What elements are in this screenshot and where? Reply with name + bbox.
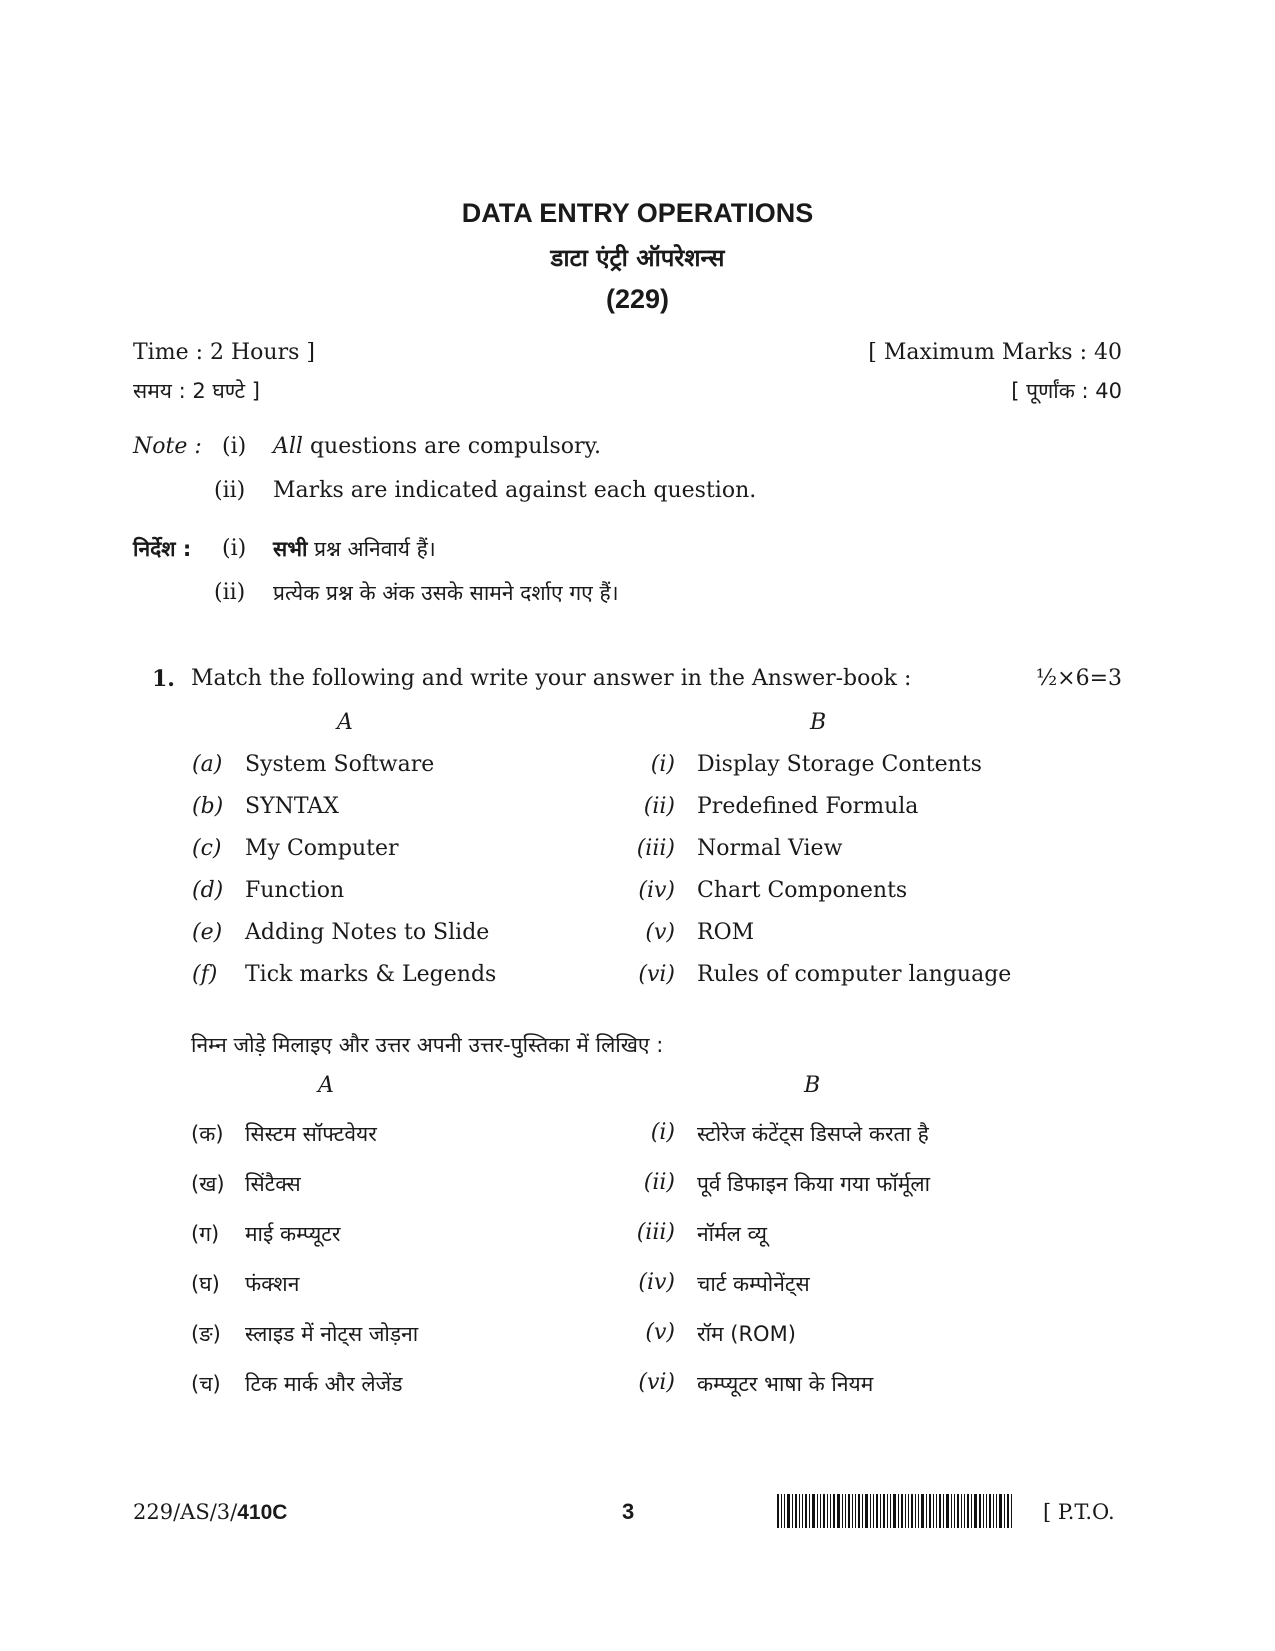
barcode-bar bbox=[979, 1494, 981, 1528]
barcode-bar bbox=[989, 1494, 991, 1528]
barcode-bar bbox=[993, 1494, 994, 1528]
barcode-bar bbox=[943, 1494, 944, 1528]
item-label: (च) bbox=[191, 1372, 221, 1396]
barcode-bar bbox=[957, 1494, 959, 1528]
note-label: Note : bbox=[133, 434, 202, 459]
item-label: (घ) bbox=[191, 1272, 220, 1296]
barcode-bar bbox=[833, 1494, 835, 1528]
barcode-bar bbox=[893, 1494, 896, 1528]
item-label: (vi) bbox=[638, 1370, 675, 1395]
paper-code-plain: 229/AS/3/ bbox=[133, 1500, 238, 1524]
barcode-bar bbox=[876, 1494, 878, 1528]
pto-label: [ P.T.O. bbox=[1043, 1500, 1115, 1524]
list-item: माई कम्प्यूटर bbox=[245, 1222, 341, 1246]
list-item: My Computer bbox=[245, 836, 399, 861]
note-num: (i) bbox=[222, 434, 247, 459]
barcode-bar bbox=[858, 1494, 860, 1528]
barcode-bar bbox=[936, 1494, 937, 1528]
barcode-bar bbox=[865, 1494, 868, 1528]
list-item: स्टोरेज कंटेंट्स डिसप्ले करता है bbox=[697, 1122, 929, 1146]
barcode-bar bbox=[827, 1494, 828, 1528]
barcode-bar bbox=[915, 1494, 916, 1528]
barcode-bar bbox=[905, 1494, 906, 1528]
list-item: Predefined Formula bbox=[697, 794, 919, 819]
list-item: Tick marks & Legends bbox=[245, 962, 497, 987]
barcode-bar bbox=[911, 1494, 913, 1528]
barcode-bar bbox=[870, 1494, 871, 1528]
question-text-hindi: निम्न जोड़े मिलाइए और उत्तर अपनी उत्तर-पुस्तिका में लिखिए : bbox=[191, 1033, 664, 1057]
list-item: रॉम (ROM) bbox=[697, 1322, 796, 1346]
list-item: Chart Components bbox=[697, 878, 908, 903]
barcode-bar bbox=[986, 1494, 987, 1528]
item-label: (a) bbox=[192, 752, 223, 777]
list-item: टिक मार्क और लेजेंड bbox=[245, 1372, 403, 1396]
item-label: (i) bbox=[650, 752, 675, 777]
item-label: (iii) bbox=[636, 836, 675, 861]
barcode-bar bbox=[880, 1494, 881, 1528]
barcode-bar bbox=[898, 1494, 899, 1528]
list-item: सिस्टम सॉफ्टवेयर bbox=[245, 1122, 377, 1146]
barcode-bar bbox=[901, 1494, 903, 1528]
note-text: प्रश्न अनिवार्य हैं। bbox=[307, 537, 436, 561]
note-emphasis: All bbox=[273, 434, 303, 459]
barcode-bar bbox=[890, 1494, 891, 1528]
barcode-bar bbox=[921, 1494, 924, 1528]
barcode-bar bbox=[951, 1494, 952, 1528]
barcode-bar bbox=[873, 1494, 874, 1528]
item-label: (ङ) bbox=[191, 1322, 221, 1346]
barcode-bar bbox=[795, 1494, 797, 1528]
column-b-heading: B bbox=[804, 1073, 821, 1098]
barcode-bar bbox=[946, 1494, 949, 1528]
barcode-bar bbox=[933, 1494, 934, 1528]
list-item: चार्ट कम्पोनेंट्स bbox=[697, 1272, 810, 1296]
barcode-bar bbox=[792, 1494, 793, 1528]
list-item: Normal View bbox=[697, 836, 843, 861]
barcode-bar bbox=[996, 1494, 997, 1528]
item-label: (iv) bbox=[638, 1270, 675, 1295]
marks-hi: [ पूर्णांक : 40 bbox=[1011, 379, 1122, 403]
barcode-bar bbox=[883, 1494, 885, 1528]
paper-code bbox=[133, 1500, 287, 1525]
barcode-bar bbox=[961, 1494, 962, 1528]
barcode-icon bbox=[777, 1494, 1027, 1528]
barcode-bar bbox=[1007, 1494, 1009, 1528]
list-item: स्लाइड में नोट्स जोड़ना bbox=[245, 1322, 419, 1346]
note-num: (ii) bbox=[214, 580, 246, 605]
list-item: SYNTAX bbox=[245, 794, 339, 819]
page-number: 3 bbox=[622, 1499, 635, 1524]
barcode-bar bbox=[852, 1494, 853, 1528]
note-item bbox=[273, 434, 601, 459]
barcode-bar bbox=[855, 1494, 856, 1528]
barcode-bar bbox=[799, 1494, 800, 1528]
note-num: (ii) bbox=[214, 478, 246, 503]
time-hi: समय : 2 घण्टे ] bbox=[133, 379, 261, 403]
list-item: Adding Notes to Slide bbox=[245, 920, 490, 945]
item-label: (i) bbox=[650, 1120, 675, 1145]
list-item: सिंटैक्स bbox=[245, 1172, 301, 1196]
item-label: (vi) bbox=[638, 962, 675, 987]
barcode-bar bbox=[787, 1494, 790, 1528]
list-item: Function bbox=[245, 878, 345, 903]
note-label-hindi: निर्देश : bbox=[133, 537, 192, 561]
item-label: (क) bbox=[191, 1122, 224, 1146]
list-item: Rules of computer language bbox=[697, 962, 1012, 987]
barcode-bar bbox=[777, 1494, 779, 1528]
barcode-bar bbox=[845, 1494, 846, 1528]
item-label: (e) bbox=[192, 920, 223, 945]
note-item-hindi: प्रत्येक प्रश्न के अंक उसके सामने दर्शाए गए हैं। bbox=[273, 581, 619, 605]
list-item: ROM bbox=[697, 920, 755, 945]
item-label: (ii) bbox=[643, 1170, 675, 1195]
barcode-bar bbox=[837, 1494, 840, 1528]
barcode-bar bbox=[974, 1494, 977, 1528]
list-item: नॉर्मल व्यू bbox=[697, 1222, 767, 1246]
barcode-bar bbox=[964, 1494, 965, 1528]
time-en: Time : 2 Hours ] bbox=[133, 340, 315, 365]
barcode-bar bbox=[842, 1494, 843, 1528]
item-label: (c) bbox=[192, 836, 222, 861]
barcode-bar bbox=[918, 1494, 919, 1528]
note-text: questions are compulsory. bbox=[302, 434, 602, 459]
barcode-bar bbox=[809, 1494, 810, 1528]
barcode-bar bbox=[954, 1494, 955, 1528]
barcode-bar bbox=[862, 1494, 863, 1528]
list-item: फंक्शन bbox=[245, 1272, 300, 1296]
barcode-bar bbox=[817, 1494, 818, 1528]
subject-code: (229) bbox=[605, 284, 670, 314]
barcode-bar bbox=[823, 1494, 825, 1528]
list-item: Display Storage Contents bbox=[697, 752, 982, 777]
barcode-bar bbox=[926, 1494, 927, 1528]
paper-code-bold: 410C bbox=[237, 1501, 288, 1524]
barcode-bar bbox=[908, 1494, 909, 1528]
item-label: (d) bbox=[192, 878, 224, 903]
note-item-hindi bbox=[273, 535, 436, 563]
barcode-bar bbox=[812, 1494, 815, 1528]
note-emphasis: सभी bbox=[273, 537, 308, 561]
barcode-bar bbox=[1011, 1494, 1012, 1528]
paper-title-hindi: डाटा एंट्री ऑपरेशन्स bbox=[550, 244, 725, 272]
barcode-bar bbox=[1004, 1494, 1005, 1528]
item-label: (v) bbox=[645, 920, 675, 945]
barcode-bar bbox=[802, 1494, 803, 1528]
barcode-bar bbox=[805, 1494, 807, 1528]
barcode-bar bbox=[820, 1494, 821, 1528]
marks-en: [ Maximum Marks : 40 bbox=[868, 340, 1122, 365]
item-label: (iii) bbox=[636, 1220, 675, 1245]
barcode-bar bbox=[967, 1494, 969, 1528]
item-label: (iv) bbox=[638, 878, 675, 903]
barcode-bar bbox=[939, 1494, 941, 1528]
paper-title: DATA ENTRY OPERATIONS bbox=[461, 198, 814, 228]
column-a-heading: A bbox=[318, 1073, 334, 1098]
list-item: कम्प्यूटर भाषा के नियम bbox=[697, 1372, 874, 1396]
barcode-bar bbox=[848, 1494, 850, 1528]
note-item: Marks are indicated against each question. bbox=[273, 478, 757, 503]
item-label: (f) bbox=[192, 962, 218, 987]
barcode-bar bbox=[983, 1494, 984, 1528]
item-label: (ii) bbox=[643, 794, 675, 819]
barcode-bar bbox=[781, 1494, 782, 1528]
question-number: 1. bbox=[152, 666, 175, 692]
barcode-bar bbox=[784, 1494, 785, 1528]
question-marks: ½×6=3 bbox=[1035, 666, 1122, 691]
note-num: (i) bbox=[222, 536, 247, 561]
list-item: पूर्व डिफाइन किया गया फॉर्मूला bbox=[697, 1172, 931, 1196]
column-a-heading: A bbox=[337, 710, 353, 735]
column-b-heading: B bbox=[810, 710, 827, 735]
list-item: System Software bbox=[245, 752, 435, 777]
barcode-bar bbox=[971, 1494, 972, 1528]
barcode-bar bbox=[999, 1494, 1002, 1528]
barcode-bar bbox=[830, 1494, 831, 1528]
barcode-bar bbox=[929, 1494, 931, 1528]
item-label: (ख) bbox=[191, 1172, 225, 1196]
item-label: (v) bbox=[645, 1320, 675, 1345]
question-text: Match the following and write your answer in the Answer-book : bbox=[191, 666, 912, 691]
item-label: (b) bbox=[192, 794, 224, 819]
barcode-bar bbox=[887, 1494, 888, 1528]
item-label: (ग) bbox=[191, 1222, 220, 1246]
